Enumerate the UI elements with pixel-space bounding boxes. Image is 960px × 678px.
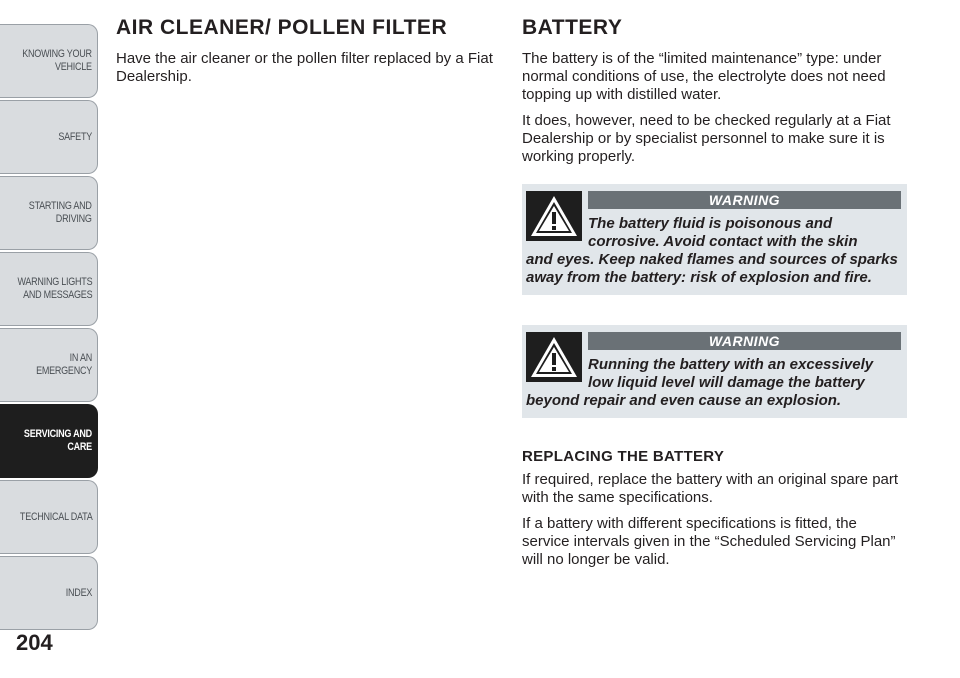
paragraph: Have the air cleaner or the pollen filter replaced by a Fiat Dealership. <box>116 50 493 85</box>
warning-triangle-icon <box>526 191 582 241</box>
tab-technical-data[interactable] <box>0 480 98 554</box>
paragraph: If required, replace the battery with an original spare part with the same specifications. <box>522 471 899 506</box>
tab-in-an-emergency[interactable] <box>0 328 98 402</box>
air-cleaner-section <box>116 16 496 94</box>
tab-label: SAFETY <box>58 130 92 143</box>
tab-servicing-and-care[interactable] <box>0 404 98 478</box>
warning-text: and eyes. Keep naked flames and sources of sparks away from the battery: risk of explosion and fire. <box>526 251 898 286</box>
section-title: BATTERY <box>522 16 623 39</box>
warning-label: WARNING <box>588 191 901 209</box>
tab-label: IN AN EMERGENCY <box>36 352 92 377</box>
warning-text-lead: Running the battery with an excessively low liquid level will damage the battery <box>588 356 874 391</box>
tab-index[interactable] <box>0 556 98 630</box>
section-title: AIR CLEANER/ POLLEN FILTER <box>116 16 448 39</box>
paragraph: It does, however, need to be checked regularly at a Fiat Dealership or by specialist personnel to make sure it is working properly. <box>522 112 891 165</box>
tab-warning-lights[interactable] <box>0 252 98 326</box>
tab-label: INDEX <box>65 586 92 599</box>
warning-label: WARNING <box>588 332 901 350</box>
tab-starting-and-driving[interactable] <box>0 176 98 250</box>
tab-knowing-your-vehicle[interactable] <box>0 24 98 98</box>
battery-section <box>522 16 907 577</box>
page-number: 204 <box>16 630 53 655</box>
paragraph: The battery is of the “limited maintenance” type: under normal conditions of use, the electrolyte does not need topping up with distilled water. <box>522 50 886 103</box>
tab-label: STARTING AND DRIVING <box>29 200 92 225</box>
warning-triangle-icon <box>526 332 582 382</box>
warning-box <box>522 184 907 295</box>
warning-text-lead: The battery fluid is poisonous and corrosive. Avoid contact with the skin <box>588 215 858 250</box>
paragraph: If a battery with different specifications is fitted, the service intervals given in the “Scheduled Servicing Plan” will no longer be valid. <box>522 515 896 568</box>
tab-safety[interactable] <box>0 100 98 174</box>
tab-label: TECHNICAL DATA <box>19 510 92 523</box>
tab-label: KNOWING YOUR VEHICLE <box>22 48 92 73</box>
warning-box <box>522 325 907 418</box>
tab-label: SERVICING AND CARE <box>24 428 92 453</box>
warning-text: beyond repair and even cause an explosion. <box>526 392 842 409</box>
subsection-title: REPLACING THE BATTERY <box>522 448 725 465</box>
tab-label: WARNING LIGHTS AND MESSAGES <box>17 276 92 301</box>
